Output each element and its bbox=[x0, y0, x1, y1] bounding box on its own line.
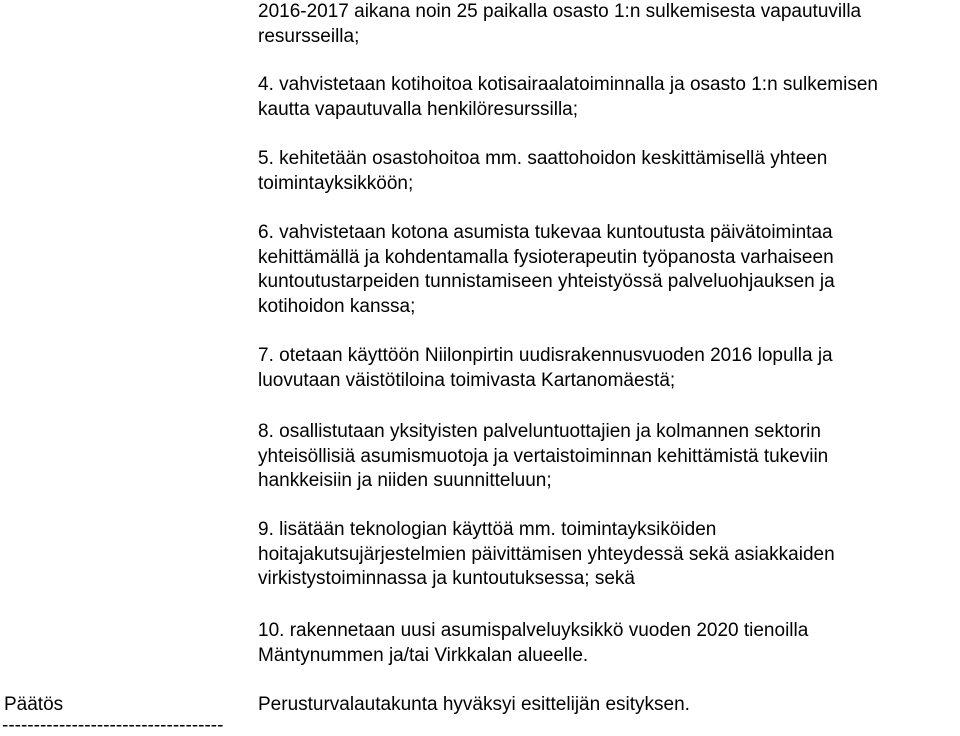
paragraph-line: kautta vapautuvalla henkilöresurssilla; bbox=[258, 98, 579, 120]
paragraph-item-4 bbox=[258, 73, 878, 122]
paragraph-line: yhteisöllisiä asumismuotoja ja vertaistoiminnan kehittämistä tukeviin bbox=[258, 445, 829, 467]
paragraph-line: 7. otetaan käyttöön Niilonpirtin uudisrakennusvuoden 2016 lopulla ja bbox=[258, 345, 833, 366]
separator-line: ----------------------------------- bbox=[2, 715, 224, 736]
paragraph-item-9 bbox=[258, 518, 835, 592]
paragraph-line: 6. vahvistetaan kotona asumista tukevaa kuntoutusta päivätoimintaa bbox=[258, 222, 833, 243]
paragraph-item-6 bbox=[258, 221, 835, 319]
paragraph-line: kuntoutustarpeiden tunnistamiseen yhteistyössä palveluohjauksen ja bbox=[258, 271, 835, 292]
paragraph-line: 2016-2017 aikana noin 25 paikalla osasto 1:n sulkemisesta vapautuvilla bbox=[258, 1, 862, 22]
paragraph-line: 10. rakennetaan uusi asumispalveluyksikkö vuoden 2020 tienoilla bbox=[258, 620, 809, 641]
paragraph-item-3-continued bbox=[258, 0, 861, 49]
paragraph-line: Mäntynummen ja/tai Virkkalan alueelle. bbox=[258, 644, 589, 666]
decision-label: Päätös bbox=[4, 694, 64, 715]
paragraph-line: toimintayksikköön; bbox=[258, 172, 414, 194]
paragraph-line: 8. osallistutaan yksityisten palveluntuottajien ja kolmannen sektorin bbox=[258, 421, 821, 442]
paragraph-line: kotihoidon kanssa; bbox=[258, 295, 416, 317]
paragraph-item-8 bbox=[258, 420, 828, 494]
paragraph-line: resursseilla; bbox=[258, 25, 360, 47]
paragraph-line: 9. lisätään teknologian käyttöä mm. toimintayksiköiden bbox=[258, 519, 717, 540]
paragraph-item-7 bbox=[258, 344, 833, 393]
paragraph-line: 5. kehitetään osastohoitoa mm. saattohoidon keskittämisellä yhteen bbox=[258, 148, 828, 169]
paragraph-line: kehittämällä ja kohdentamalla fysioterapeutin työpanosta varhaiseen bbox=[258, 246, 834, 268]
paragraph-item-10 bbox=[258, 619, 808, 668]
paragraph-line: luovutaan väistötiloina toimivasta Kartanomäestä; bbox=[258, 369, 676, 391]
paragraph-line: virkistystoiminnassa ja kuntoutuksessa; sekä bbox=[258, 568, 635, 589]
paragraph-line: 4. vahvistetaan kotihoitoa kotisairaalatoiminnalla ja osasto 1:n sulkemisen bbox=[258, 74, 878, 95]
paragraph-item-5 bbox=[258, 147, 827, 196]
paragraph-line: hankkeisiin ja niiden suunnitteluun; bbox=[258, 470, 552, 491]
decision-text: Perusturvalautakunta hyväksyi esittelijän esityksen. bbox=[258, 694, 690, 715]
paragraph-line: hoitajakutsujärjestelmien päivittämisen yhteydessä sekä asiakkaiden bbox=[258, 543, 835, 565]
